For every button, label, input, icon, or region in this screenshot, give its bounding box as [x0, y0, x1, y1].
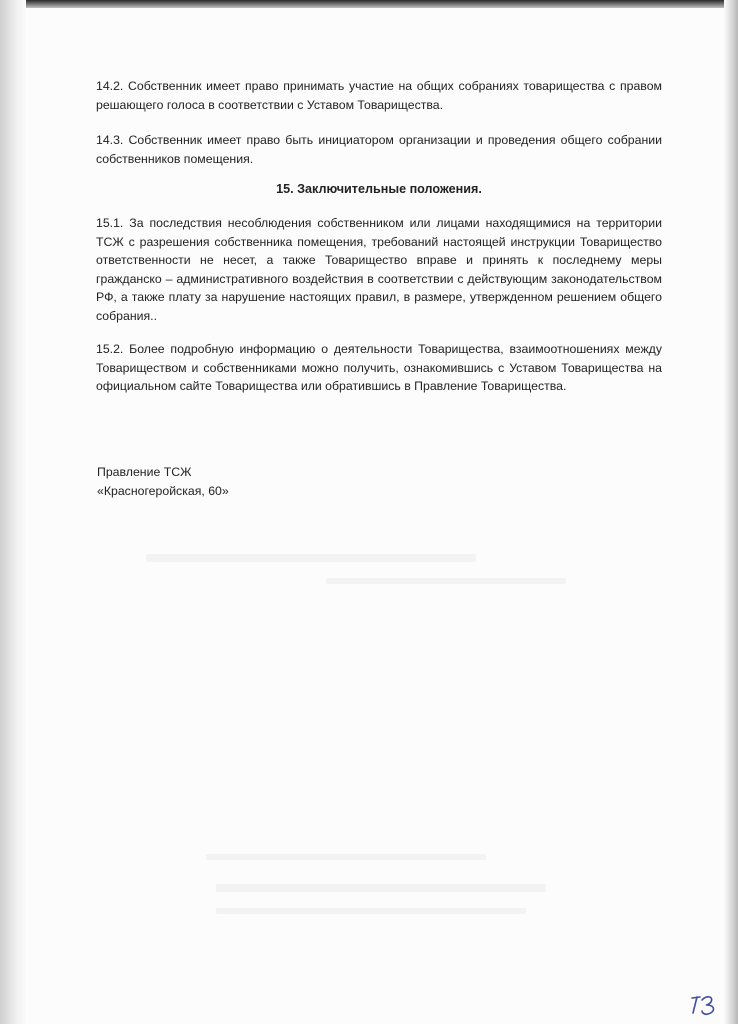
signature-line-address: «Красногеройская, 60» [97, 483, 229, 498]
paragraph-15-1 [96, 214, 662, 325]
paragraph-14-2 [96, 77, 662, 114]
scan-right-edge-shadow [724, 0, 738, 1024]
paragraph-14-3-text: 14.3. Собственник имеет право быть инициатором организации и проведения общего собрании собственников помещения. [96, 133, 662, 166]
bleed-through-mark [216, 884, 546, 892]
paragraph-15-1-text: 15.1. За последствия несоблюдения собственником или лицами находящимися на территории ТСЖ с разрешения собственника помещения, требований настоящей инструкции Товарищество ответственности не несет, а также Товарищество вправе и принять к последнему меры гражданско – административного воздействия в соответствии с действующим законодательством РФ, а также плату за нарушение настоящих правил, в размере, утвержденном решением общего собрания.. [96, 216, 662, 323]
handwritten-page-number-drawing [688, 992, 724, 1018]
paragraph-14-2-text: 14.2. Собственник имеет право принимать участие на общих собраниях товарищества с правом решающего голоса в соответствии с Уставом Товарищества. [96, 79, 662, 112]
paragraph-14-3 [96, 131, 662, 168]
paragraph-15-2 [96, 340, 662, 396]
paragraph-15-2-text: 15.2. Более подробную информацию о деятельности Товарищества, взаимоотношениях между Товариществом и собственниками можно получить, ознакомившись с Уставом Товарищества на официальном сайте Товарищества или обратившись в Правление Товарищества. [96, 342, 662, 393]
bleed-through-mark [146, 554, 476, 562]
signature-block [97, 463, 229, 500]
signature-line-board: Правление ТСЖ [97, 465, 192, 479]
scan-left-edge-shadow [0, 0, 26, 1024]
handwritten-page-number [688, 992, 724, 1018]
section-15-title: 15. Заключительные положения. [276, 182, 482, 196]
bleed-through-mark [206, 854, 486, 860]
bleed-through-mark [326, 578, 566, 584]
bleed-through-mark [216, 908, 526, 914]
